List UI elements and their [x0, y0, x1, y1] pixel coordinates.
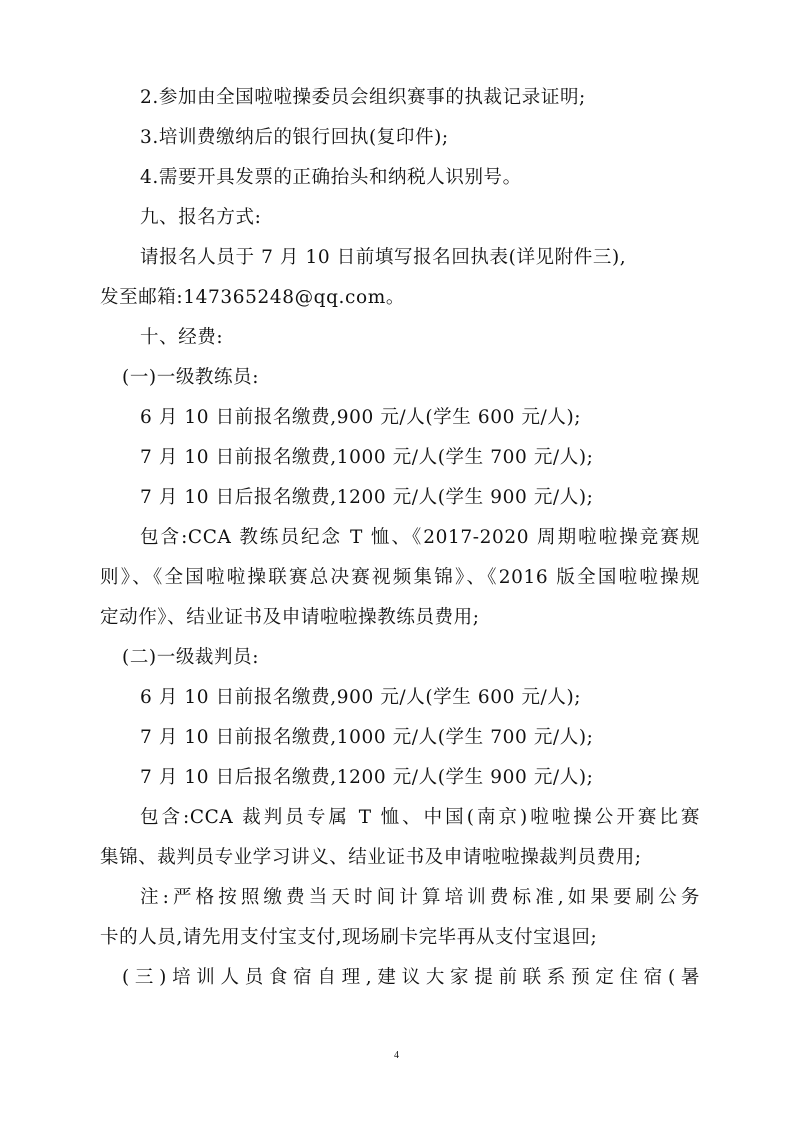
- fee-line: 7 月 10 日后报名缴费,1200 元/人(学生 900 元/人);: [140, 487, 594, 508]
- section-heading: 九、报名方式:: [140, 207, 262, 228]
- fee-line: 6 月 10 日前报名缴费,900 元/人(学生 600 元/人);: [140, 407, 582, 428]
- note-line: 注:严格按照缴费当天时间计算培训费标准,如果要刷公务: [140, 887, 700, 908]
- paragraph-line: 4.需要开具发票的正确抬头和纳税人识别号。: [140, 167, 522, 188]
- paragraph-line: 定动作》、结业证书及申请啦啦操教练员费用;: [100, 607, 480, 628]
- page-number: 4: [394, 1050, 399, 1061]
- note-line: 卡的人员,请先用支付宝支付,现场刷卡完毕再从支付宝退回;: [100, 927, 598, 948]
- paragraph-line: (三)培训人员食宿自理,建议大家提前联系预定住宿(暑: [122, 967, 700, 988]
- section-heading: 十、经费:: [140, 327, 224, 348]
- paragraph-line: 则》、《全国啦啦操联赛总决赛视频集锦》、《2016 版全国啦啦操规: [100, 567, 700, 588]
- subsection-heading: (一)一级教练员:: [122, 367, 260, 388]
- fee-line: 7 月 10 日前报名缴费,1000 元/人(学生 700 元/人);: [140, 447, 594, 468]
- paragraph-line: 请报名人员于 7 月 10 日前填写报名回执表(详见附件三),: [140, 247, 627, 268]
- fee-line: 7 月 10 日前报名缴费,1000 元/人(学生 700 元/人);: [140, 727, 594, 748]
- paragraph-line: 发至邮箱:147365248@qq.com。: [100, 287, 405, 308]
- paragraph-line: 包含:CCA 教练员纪念 T 恤、《2017-2020 周期啦啦操竞赛规: [140, 527, 700, 548]
- fee-line: 6 月 10 日前报名缴费,900 元/人(学生 600 元/人);: [140, 687, 582, 708]
- paragraph-line: 集锦、裁判员专业学习讲义、结业证书及申请啦啦操裁判员费用;: [100, 847, 642, 868]
- fee-line: 7 月 10 日后报名缴费,1200 元/人(学生 900 元/人);: [140, 767, 594, 788]
- subsection-heading: (二)一级裁判员:: [122, 647, 260, 668]
- paragraph-line: 包含:CCA 裁判员专属 T 恤、中国(南京)啦啦操公开赛比赛: [140, 807, 700, 828]
- paragraph-line: 2.参加由全国啦啦操委员会组织赛事的执裁记录证明;: [140, 87, 586, 108]
- paragraph-line: 3.培训费缴纳后的银行回执(复印件);: [140, 127, 449, 148]
